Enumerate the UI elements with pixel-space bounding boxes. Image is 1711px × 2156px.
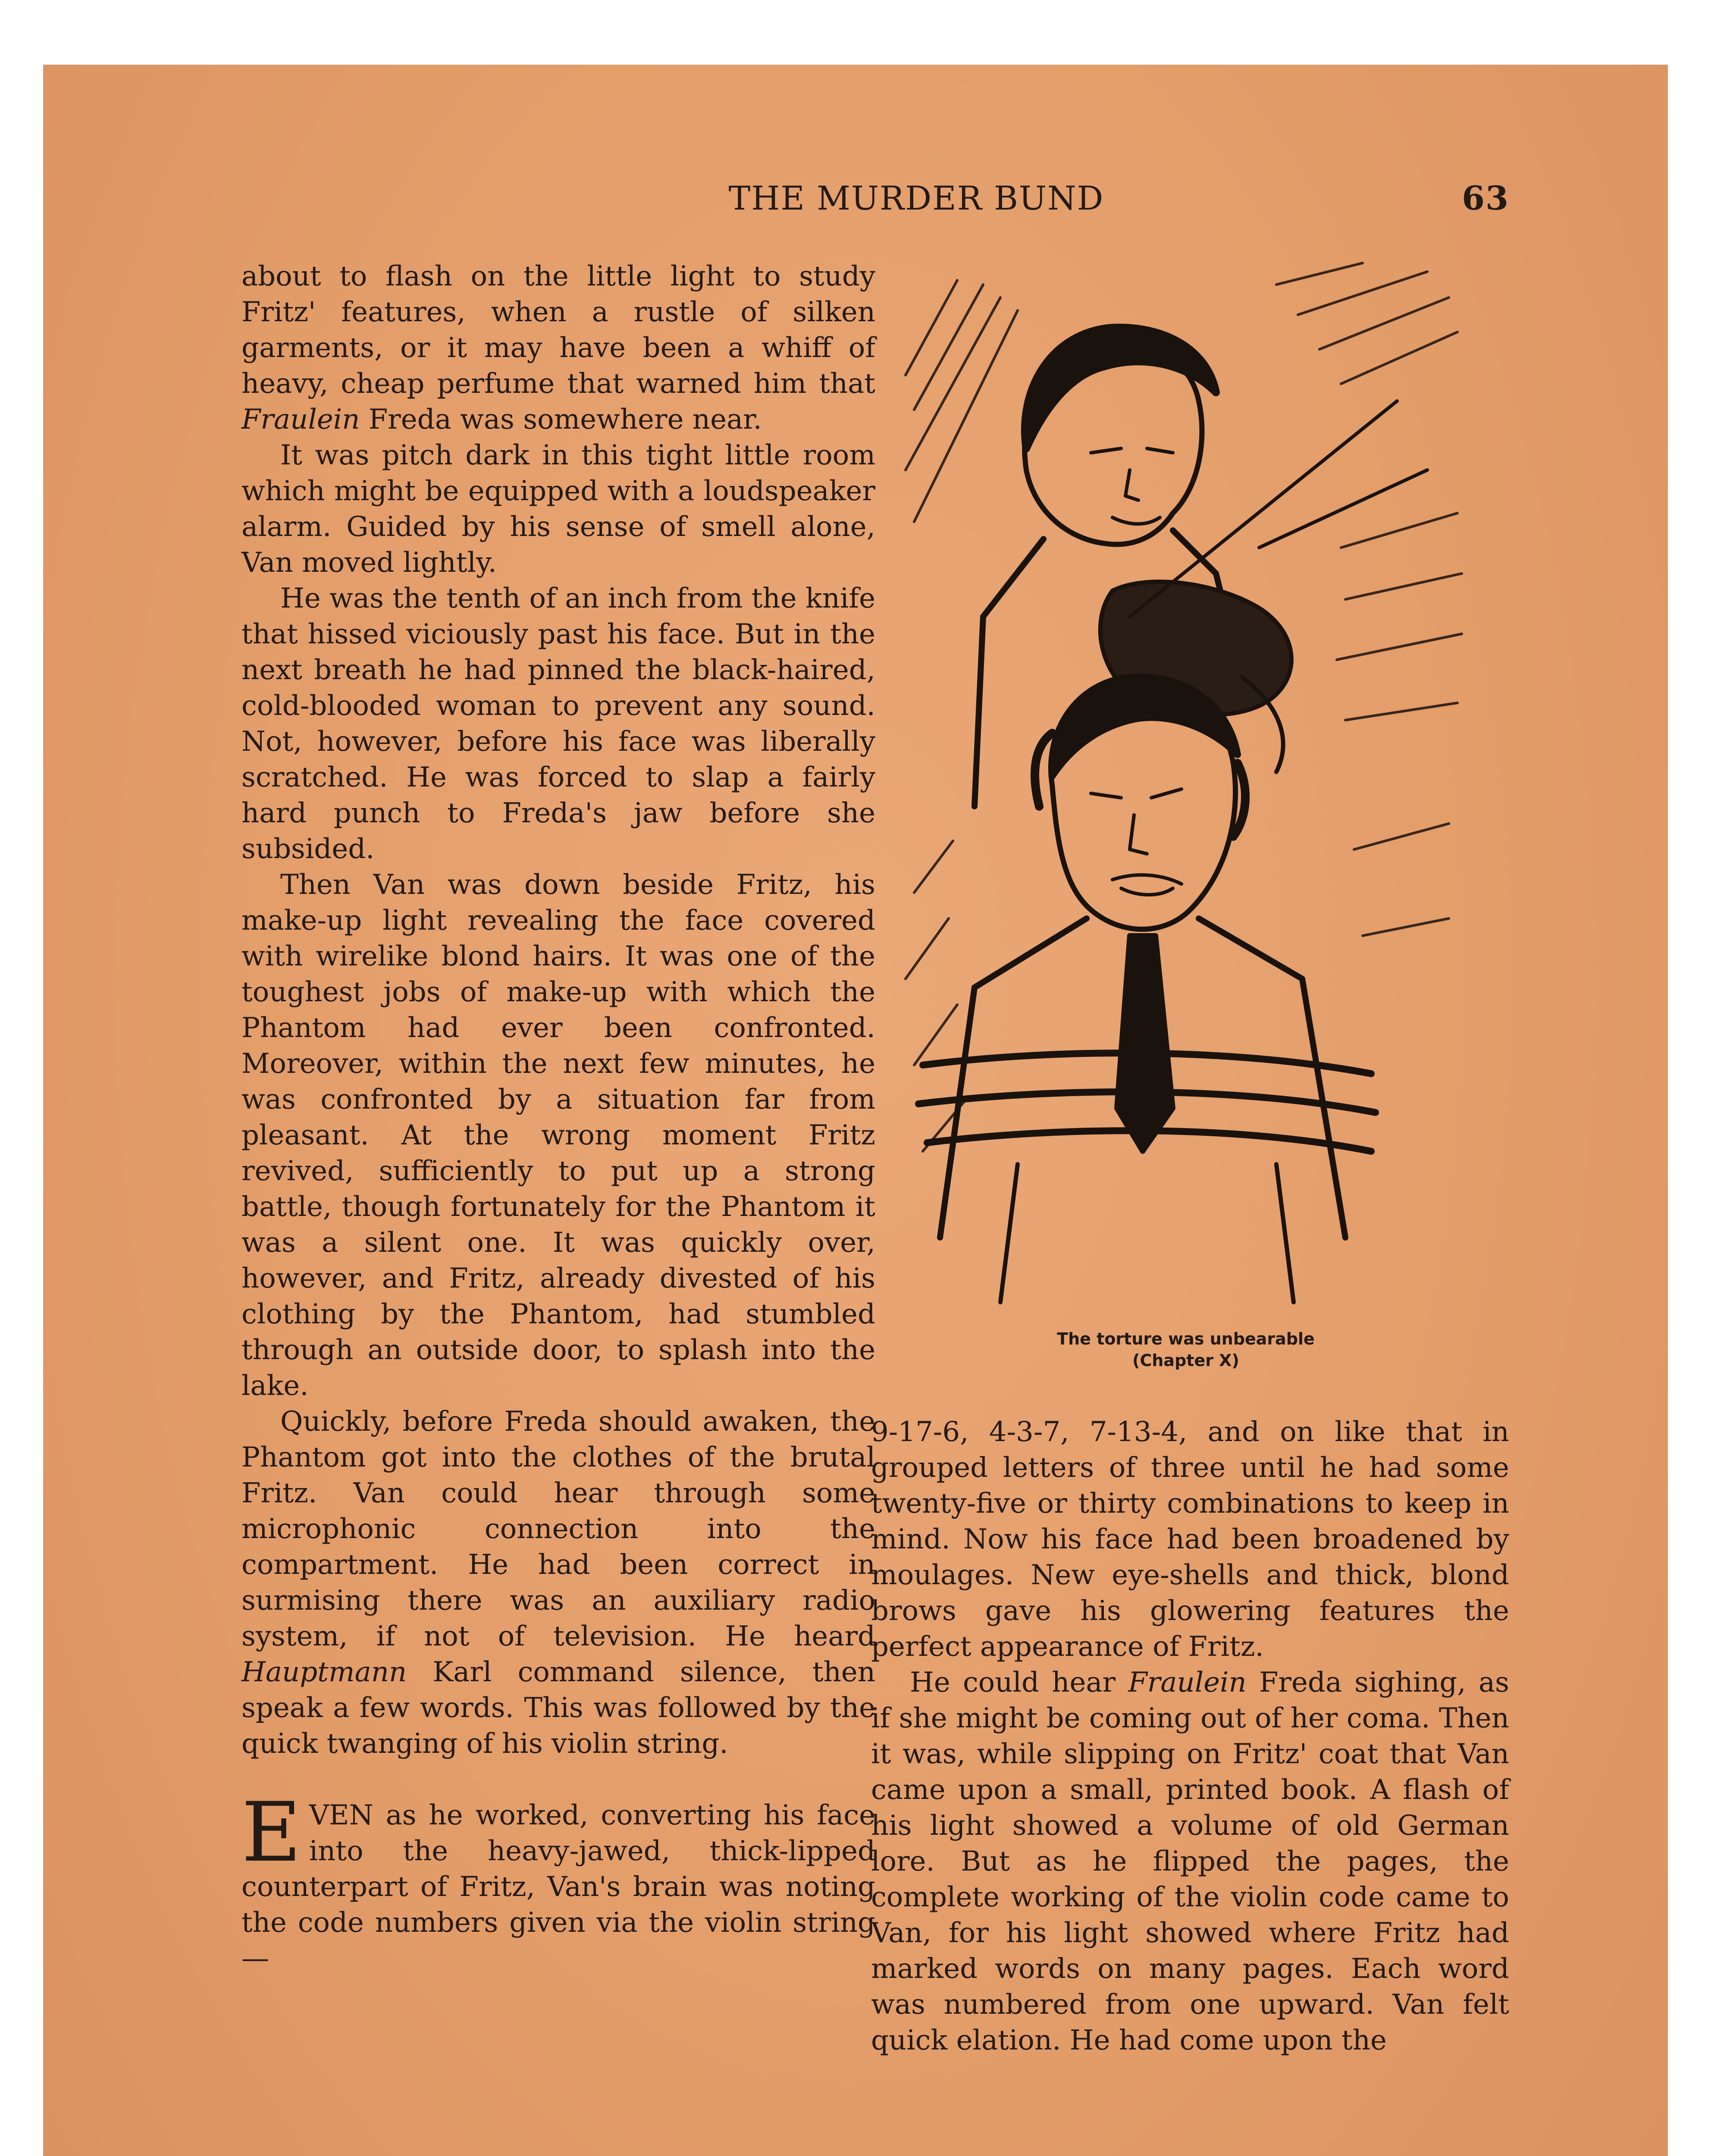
- paragraph: [871, 1665, 1509, 2059]
- magazine-page: [43, 65, 1668, 2156]
- caption-line: The torture was unbearable: [1057, 1329, 1315, 1348]
- italic-word: Hauptmann: [241, 1656, 407, 1688]
- paragraph: He was the tenth of an inch from the knife that hissed viciously past his face. But in the next breath he had pinned the black-haired, cold-blooded woman to prevent any sound. Not, however, before his face was liberally scratched. He was forced to slap a fairly hard punch to Freda's jaw before she subsided.: [241, 583, 875, 865]
- italic-word: Fraulein: [241, 404, 360, 436]
- caption-chapter: (Chapter X): [1132, 1351, 1239, 1370]
- text-run: Karl command silence, then speak a few words. This was followed by the quick twanging of his violin string.: [241, 1656, 875, 1760]
- paragraph: Then Van was down beside Fritz, his make-up light revealing the face covered with wirelike blond hairs. It was one of the toughest jobs of make-up with which the Phantom had ever been confronted. Moreover, within the next few minutes, he was confronted by a situation far from pleasant. At the wrong moment Fritz revived, sufficiently to put up a strong battle, though fortunately for the Phantom it was a silent one. It was quickly over, however, and Fritz, already divested of his clothing by the Phantom, had stumbled through an outside door, to splash into the lake.: [241, 869, 875, 1402]
- paragraph: [241, 259, 875, 438]
- paragraph: 9-17-6, 4-3-7, 7-13-4, and on like that in grouped letters of three until he had some twenty-five or thirty combinations to keep in mind. Now his face had been broadened by moulages. New eye-shells and thick, blond brows gave his glowering features the perfect appearance of Fritz.: [871, 1416, 1509, 1663]
- right-column: [871, 1414, 1509, 2059]
- text-run: Freda was somewhere near.: [360, 404, 762, 436]
- running-title: THE MURDER BUND: [728, 179, 1104, 217]
- paragraph: [241, 1404, 875, 1762]
- text-run: as he worked, converting his face into the heavy-jawed, thick-lipped counterpart of Fritz, Van's brain was noting the code numbers given via the violin string—: [241, 1799, 875, 1974]
- illustration-violinist-and-captive: [888, 246, 1475, 1324]
- left-column: [241, 259, 875, 1977]
- text-run: Quickly, before Freda should awaken, the Phantom got into the clothes of the brutal Fritz. Van could hear through some microphonic connection into the compartment. He had been correct in surmising there was an auxiliary radio system, if not of television. He heard: [241, 1406, 875, 1652]
- text-run: He could hear: [910, 1667, 1128, 1698]
- paragraph: It was pitch dark in this tight little room which might be equipped with a loudspeaker alarm. Guided by his sense of smell alone, Van moved lightly.: [241, 439, 875, 579]
- text-run: Freda sighing, as if she might be coming out of her coma. Then it was, while slipping on Fritz' coat that Van came upon a small, printed book. A flash of his light showed a volume of old German lore. But as he flipped the pages, the complete working of the violin code came to Van, for his light showed where Fritz had marked words on many pages. Each word was numbered from one upward. Van felt quick elation. He had come upon the: [871, 1667, 1509, 2056]
- illustration-caption: [897, 1328, 1475, 1371]
- small-caps-lead: VEN: [309, 1799, 373, 1831]
- drop-cap: E: [241, 1785, 301, 1880]
- text-run: about to flash on the little light to study Fritz' features, when a rustle of silken garments, or it may have been a whiff of heavy, cheap perfume that warned him that: [241, 260, 875, 400]
- running-header: [43, 179, 1668, 226]
- italic-word: Fraulein: [1128, 1667, 1247, 1698]
- page-number: 63: [1462, 179, 1509, 217]
- paragraph: [241, 1785, 875, 1977]
